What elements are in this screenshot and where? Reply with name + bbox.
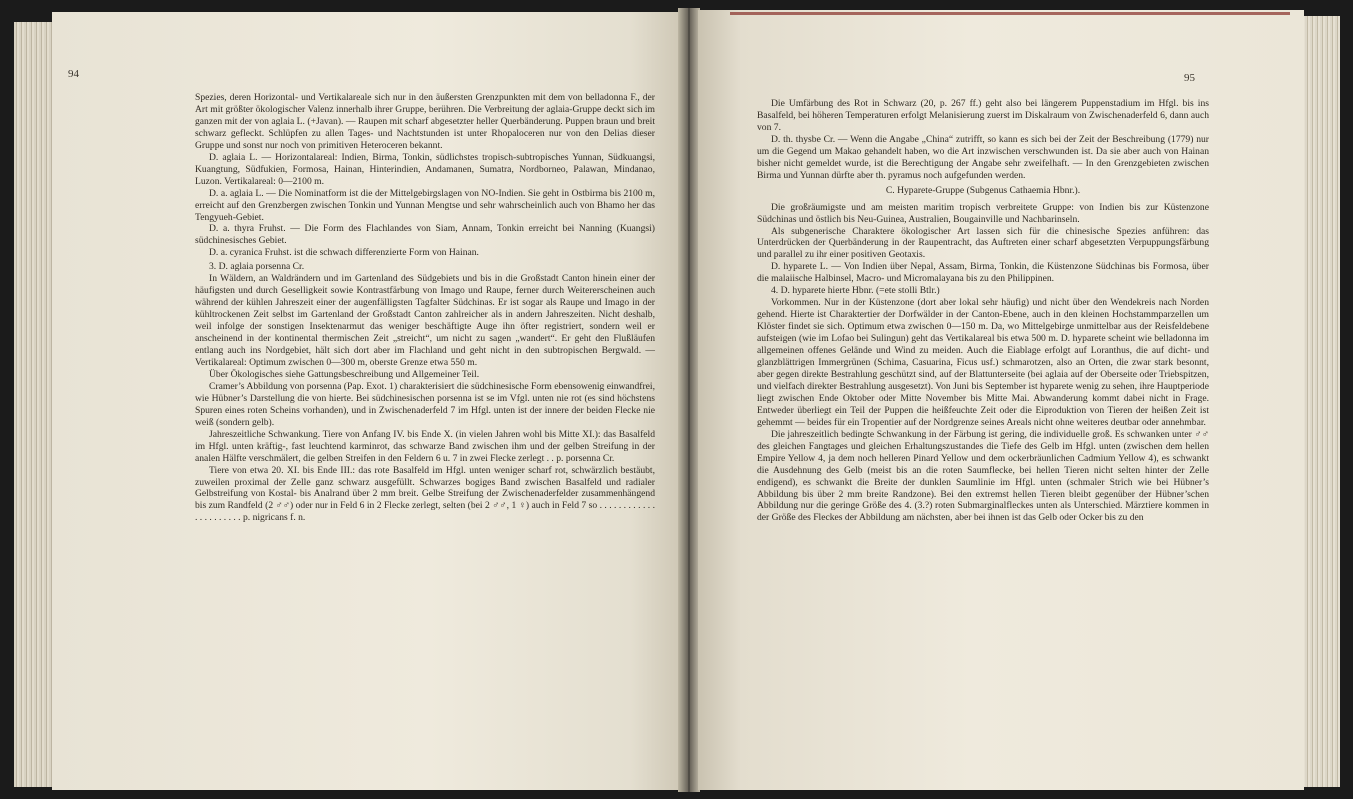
left-paragraph: Jahreszeitliche Schwankung. Tiere von Anfang IV. bis Ende X. (in vielen Jahren wohl bis Mitte XI.): das Basalfeld im Hfgl. unten kräftig-, fast leuchtend karminrot, das schwarze Band zwischen ihm und der gelben Streifung in der analen Hälfte verschmälert, die gelben Streifen in den Feldern 6 u. 7 in zwei Flecke zerlegt . . p. porsenna Cr.: [195, 428, 655, 464]
right-paragraph: Vorkommen. Nur in der Küstenzone (dort aber lokal sehr häufig) und nicht über den Wendekreis nach Norden gehend. Hierte ist Charaktertier der Dorfwälder in der Canton-Ebene, auch in den kleinen Hochstammparzellen um Klöster findet sie sich. Optimum etwa zwischen 0—150 m. Da, wo Mittelgebirge unmittelbar aus der Reisfeldebene aufsteigen (wie im Lofao bei Sulingun) geht das Vertikalareal bis etwa 500 m. D. hyparete scheint wie belladonna im allgemeinen offenes Gelände und Wind zu meiden. Auch die Eiablage erfolgt auf Loranthus, die auf dicht- und glanzblättrigen Immergrünen (Schima, Casuarina, Ficus usf.) schmarotzen, also an Orten, die zwar stark besonnt, aber gegen direkte Bestrahlung geschützt sind, auf der Blattunterseite (bei aglaia auf der Oberseite oder Triebspitzen, und vielfach direkter Bestrahlung ausgesetzt). Von Juni bis September ist hyparete wenig zu sehen, ihre Hauptperiode liegt zwischen Ende Oktober oder Mitte November bis Mitte Mai. Abwanderung kommt dabei nicht in Frage. Entweder überliegt ein Teil der Puppen die heißfeuchte Zeit oder die Eiproduktion von Tieren der heißen Zeit ist gehemmt — beides für ein Tropentier auf der Nordgrenze seines Areals nicht ohne weiteres deutbar oder annehmbar.: [757, 297, 1209, 428]
right-page: [698, 10, 1304, 790]
right-paragraph: Die großräumigste und am meisten maritim tropisch verbreitete Gruppe: von Indien bis zur Küstenzone Südchinas und östlich bis Neu-Guinea, Australien, Bougainville und Nachbarinseln.: [757, 201, 1209, 225]
left-paragraph: D. a. aglaia L. — Die Nominatform ist die der Mittelgebirgslagen von NO-Indien. Sie geht in Ostbirma bis 2100 m, erreicht auf den Grenzbergen zwischen Tonkin und Yunnan Mengtse und sehr wahrscheinlich auch von Bhamo her das Tengyueh-Gebiet.: [195, 187, 655, 223]
left-page: [52, 12, 680, 790]
right-section-heading: C. Hyparete-Gruppe (Subgenus Cathaemia Hbnr.).: [885, 184, 1081, 196]
left-page-number: 94: [68, 68, 79, 80]
right-paragraph: Als subgenerische Charaktere ökologischer Art lassen sich für die chinesische Spezies anführen: das Unterdrücken der Querbänderung in der Raupentracht, das Auftreten einer scharf abgesetzten Verpuppungsfärbung und parallel zu ihr einer positiven Geotaxis.: [757, 225, 1209, 261]
right-paragraph: D. hyparete L. — Von Indien über Nepal, Assam, Birma, Tonkin, die Küstenzone Südchinas bis Formosa, über die malaiische Halbinsel, Macro- und Micromalayana bis zu den Philippinen.: [757, 261, 1209, 285]
right-paragraph: D. th. thysbe Cr. — Wenn die Angabe „China“ zutrifft, so kann es sich bei der Zeit der Beschreibung (1779) nur um die Gegend um Makao gehandelt haben, wo die Art inzwischen verschwunden ist. Da sie aber auch von Hainan bisher nicht gemeldet wurde, ist die Berechtigung der Angabe sehr zweifelhaft. — In den Grenzgebieten zwischen Birma und Yunnan dürfte aber th. pyramus noch aufgefunden werden.: [757, 133, 1209, 181]
left-paragraph: Spezies, deren Horizontal- und Vertikalareale sich nur in den äußersten Grenzpunkten mit dem von belladonna F., der Art mit größter ökologischer Valenz innerhalb ihrer Gruppe, berühren. Die Verbreitung der aglaia-Gruppe deckt sich im ganzen mit der von aglaia L. (+Javan). — Raupen mit scharf abgesetzter heller Querbänderung. Puppen braun und breit schwarz gefleckt. Schlüpfen zu allen Tages- und Nachtstunden ist unter Rhopaloceren nur von den Delias dieser Gruppe und sonst nur noch von primitiven Heteroceren bekannt.: [195, 92, 655, 151]
right-page-number: 95: [1184, 72, 1195, 84]
left-paragraph: D. a. thyra Fruhst. — Die Form des Flachlandes von Siam, Annam, Tonkin erreicht bei Nanning (Kuangsi) südchinesisches Gebiet.: [195, 223, 655, 247]
left-paragraph: Über Ökologisches siehe Gattungsbeschreibung und Allgemeiner Teil.: [209, 368, 480, 380]
right-page-edges: [1300, 16, 1340, 787]
right-paragraph: Die jahreszeitlich bedingte Schwankung in der Färbung ist gering, die individuelle groß. Es schwanken unter ♂♂ des gleichen Fangtages und gleichen Erhaltungszustandes die Tiefe des Gelb im Hfgl. unten (zwischen dem hellen Empire Yellow 4, ja dem noch helleren Pinard Yellow und dem ockerbräunlichen Cadmium Yellow 4), es schwankt die Ausdehnung des Gelb (meist bis an die roten Saumflecke, bei hellen Tieren nicht selten hinter der Zelle endigend), es schwankt die Breite der dunklen Saumlinie im Hfgl. unten (schmaler Strich wie bei Hübner’s Abbildung bis über 2 mm breite Randzone). Bei den extremst hellen Tieren bleibt gegenüber der Hübner’schen Abbildung nur die geringe Größe des 4. (3.?) roten Submarginalfleckes unten als Unterschied. Märztiere kommen in der Größe des Fleckes der Abbildung am nächsten, aber bei ihnen ist das Gelb oder Ocker bis zu den: [757, 428, 1209, 524]
left-paragraph: Cramer’s Abbildung von porsenna (Pap. Exot. 1) charakterisiert die südchinesische Form ebensowenig einwandfrei, wie Hübner’s Darstellung die von hierte. Bei südchinesischen porsenna ist se im Vfgl. unten nie rot (es sind höchstens Spuren eines roten Scheins vorhanden), und in Zwischenaderfeld 7 im Hfgl. unten ist der innere der beiden Flecke nie weiß (sondern gelb).: [195, 380, 655, 428]
left-paragraph: In Wäldern, an Waldrändern und im Gartenland des Südgebiets und bis in die Großstadt Canton hinein einer der häufigsten und durch Geselligkeit sowie Kontrastfärbung von Imago und Raupe, ferner durch Weitererscheinen auch während der kühlen Jahreszeit einer der augenfälligsten Tagfalter Südchinas. Er ist sogar als Raupe und Imago in der kühltrockenen Zeit selbst im Gartenland der Großstadt Canton zahlreicher als in andern Jahreszeiten. Nicht deshalb, weil infolge der sonstigen Insektenarmut das weniger beschäftigte Auge ihn öfter registriert, sondern weil er anscheinend in der kontinental thermischen Zeit „streicht“, um nicht zu sagen „wandert“. Er geht den Flußläufen entlang auch ins Nordgebiet, hält sich dort aber im Flachland und geht nicht in den subtropischen Bergwald. — Vertikalareal: Optimum zwischen 0—300 m, oberste Grenze etwa 550 m.: [195, 273, 655, 368]
book-gutter: [678, 8, 700, 792]
left-paragraph: Tiere von etwa 20. XI. bis Ende III.: das rote Basalfeld im Hfgl. unten weniger scharf rot, schwärzlich bestäubt, zuweilen proximal der Zelle ganz schwarz ausgefüllt. Schwarzes bogiges Band zwischen Basalfeld und radialer Gelbstreifung von Kostal- bis Analrand über 2 mm breit. Gelbe Streifung der Zwischenaderfelder zusammenhängend bis zum Randfeld (2 ♂♂) oder nur in Feld 6 in 2 Flecke zerlegt, selten (bei 2 ♂♂, 1 ♀) auch in Feld 7 so . . . . . . . . . . . . . . . . . . . . . . p. nigricans f. n.: [195, 464, 655, 524]
right-subheading: 4. D. hyparete hierte Hbnr. (=ete stolli Btlr.): [771, 285, 940, 297]
red-edge-mark: [730, 12, 1290, 15]
left-paragraph: D. aglaia L. — Horizontalareal: Indien, Birma, Tonkin, südlichstes tropisch-subtropisches Yunnan, Südkuangsi, Kuangtung, Südfukien, Formosa, Hainan, Hinterindien, Andamanen, Sumatra, Nordborneo, Palawan, Mindanao, Luzon. Vertikalareal: 0—2100 m.: [195, 151, 655, 187]
left-paragraph: D. a. cyranica Fruhst. ist die schwach differenzierte Form von Hainan.: [209, 247, 479, 259]
left-page-edges: [14, 22, 54, 787]
left-section-heading: 3. D. aglaia porsenna Cr.: [209, 261, 305, 273]
right-page-text: [757, 98, 1209, 524]
left-page-text: [195, 92, 655, 524]
right-paragraph: Die Umfärbung des Rot in Schwarz (20, p. 267 ff.) geht also bei längerem Puppenstadium im Hfgl. bis ins Basalfeld, bei höheren Temperaturen erfolgt Melanisierung zuerst im Diskalraum von Zwischenaderfeld 6, dann auch von 7.: [757, 98, 1209, 133]
